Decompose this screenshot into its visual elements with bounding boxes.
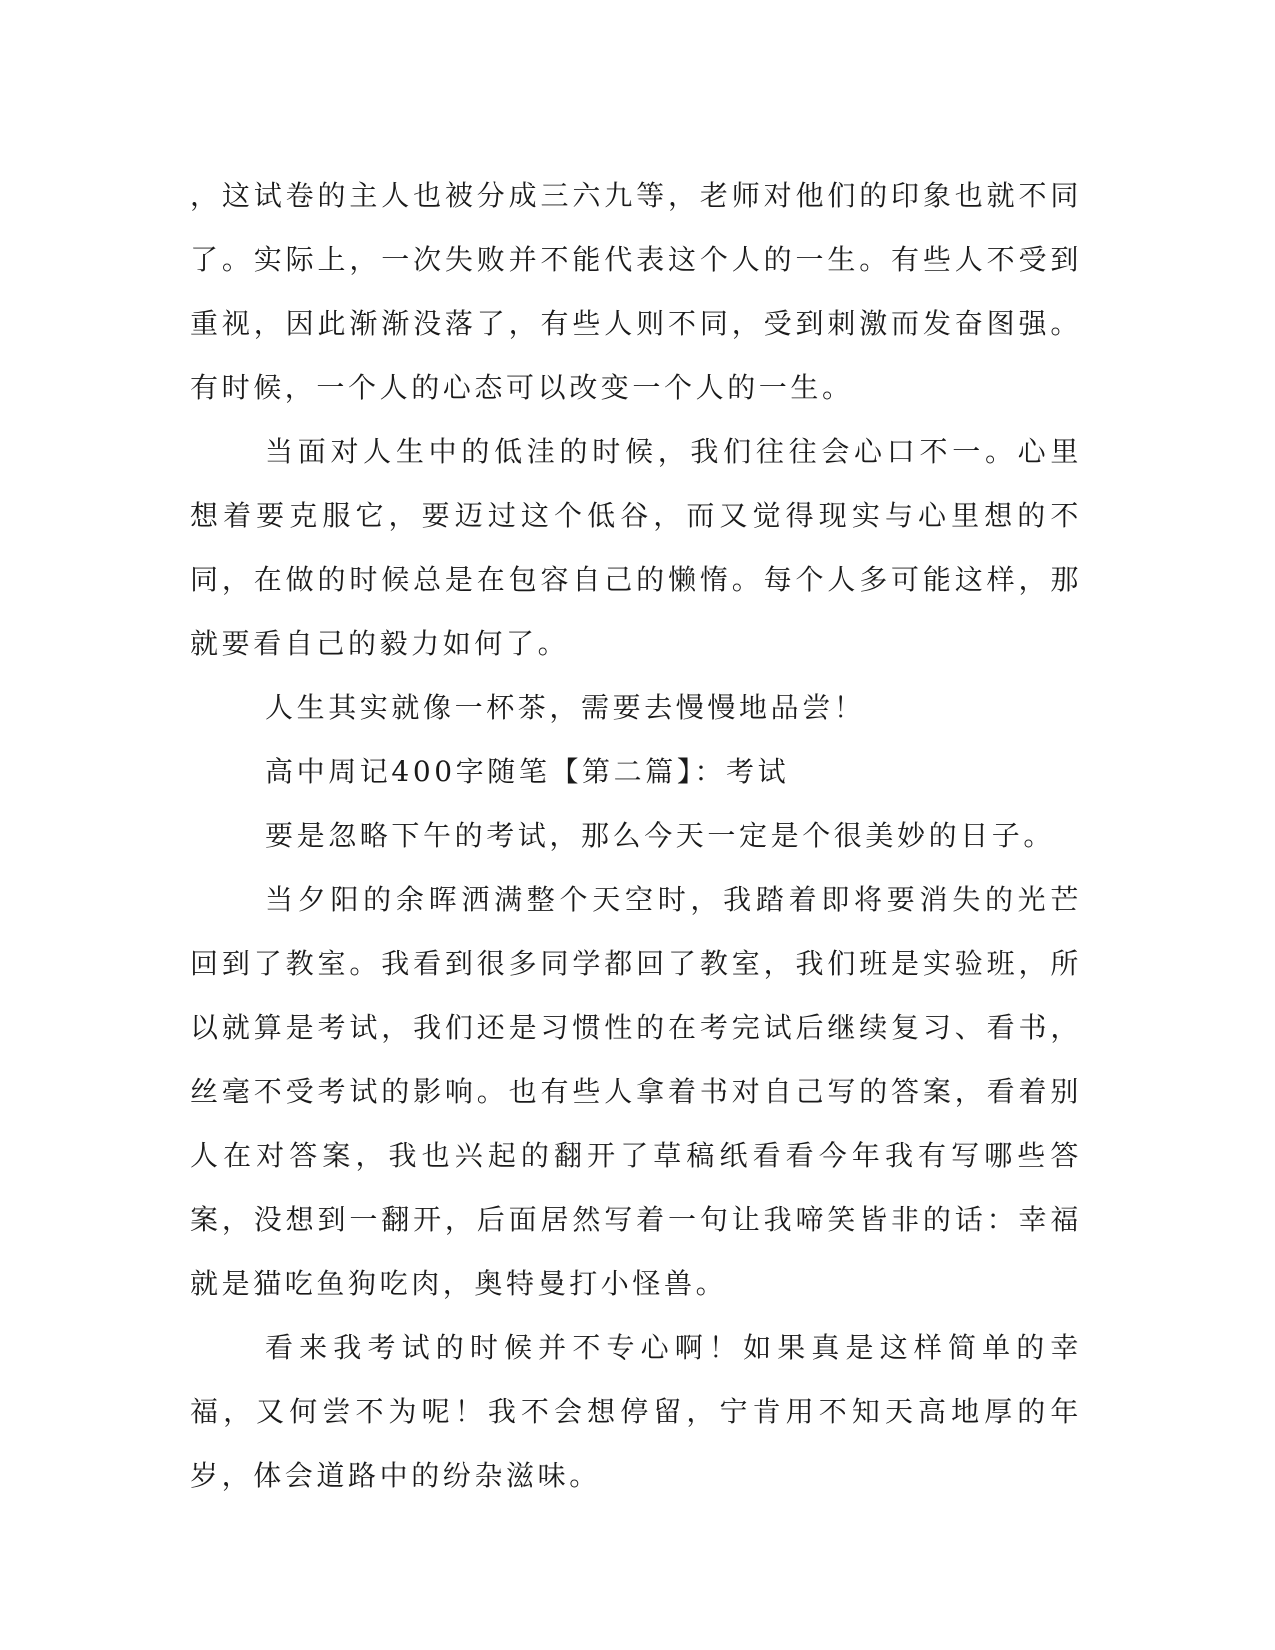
paragraph-evening-classroom: 当夕阳的余晖洒满整个天空时，我踏着即将要消失的光芒回到了教室。我看到很多同学都回了教室，我们班是实验班，所以就算是考试，我们还是习惯性的在考完试后继续复习、看书，丝毫不受考试的影响。也有些人拿着书对自己写的答案，看着别人在对答案，我也兴起的翻开了草稿纸看看今年我有写哪些答案，没想到一翻开，后面居然写着一句让我啼笑皆非的话：幸福就是猫吃鱼狗吃肉，奥特曼打小怪兽。: [190, 883, 1082, 1300]
paragraph-exam-intro: 要是忽略下午的考试，那么今天一定是个很美妙的日子。: [265, 819, 1056, 852]
paragraph-life-like-tea: 人生其实就像一杯茶，需要去慢慢地品尝！: [265, 691, 866, 724]
section-heading: 高中周记400字随笔【第二篇】：考试: [265, 755, 790, 788]
paragraph-conclusion: 看来我考试的时候并不专心啊！如果真是这样简单的幸福，又何尝不为呢！我不会想停留，宁肯用不知天高地厚的年岁，体会道路中的纷杂滋味。: [190, 1331, 1082, 1492]
paragraph-facing-low-points: 当面对人生中的低洼的时候，我们往往会心口不一。心里想着要克服它，要迈过这个低谷，而又觉得现实与心里想的不同，在做的时候总是在包容自己的懒惰。每个人多可能这样，那就要看自己的毅力如何了。: [190, 435, 1082, 660]
paragraph-continuation: ，这试卷的主人也被分成三六九等，老师对他们的印象也就不同了。实际上，一次失败并不能代表这个人的一生。有些人不受到重视，因此渐渐没落了，有些人则不同，受到刺激而发奋图强。有时候，一个人的心态可以改变一个人的一生。: [190, 179, 1082, 404]
document-body: [190, 164, 1082, 1508]
